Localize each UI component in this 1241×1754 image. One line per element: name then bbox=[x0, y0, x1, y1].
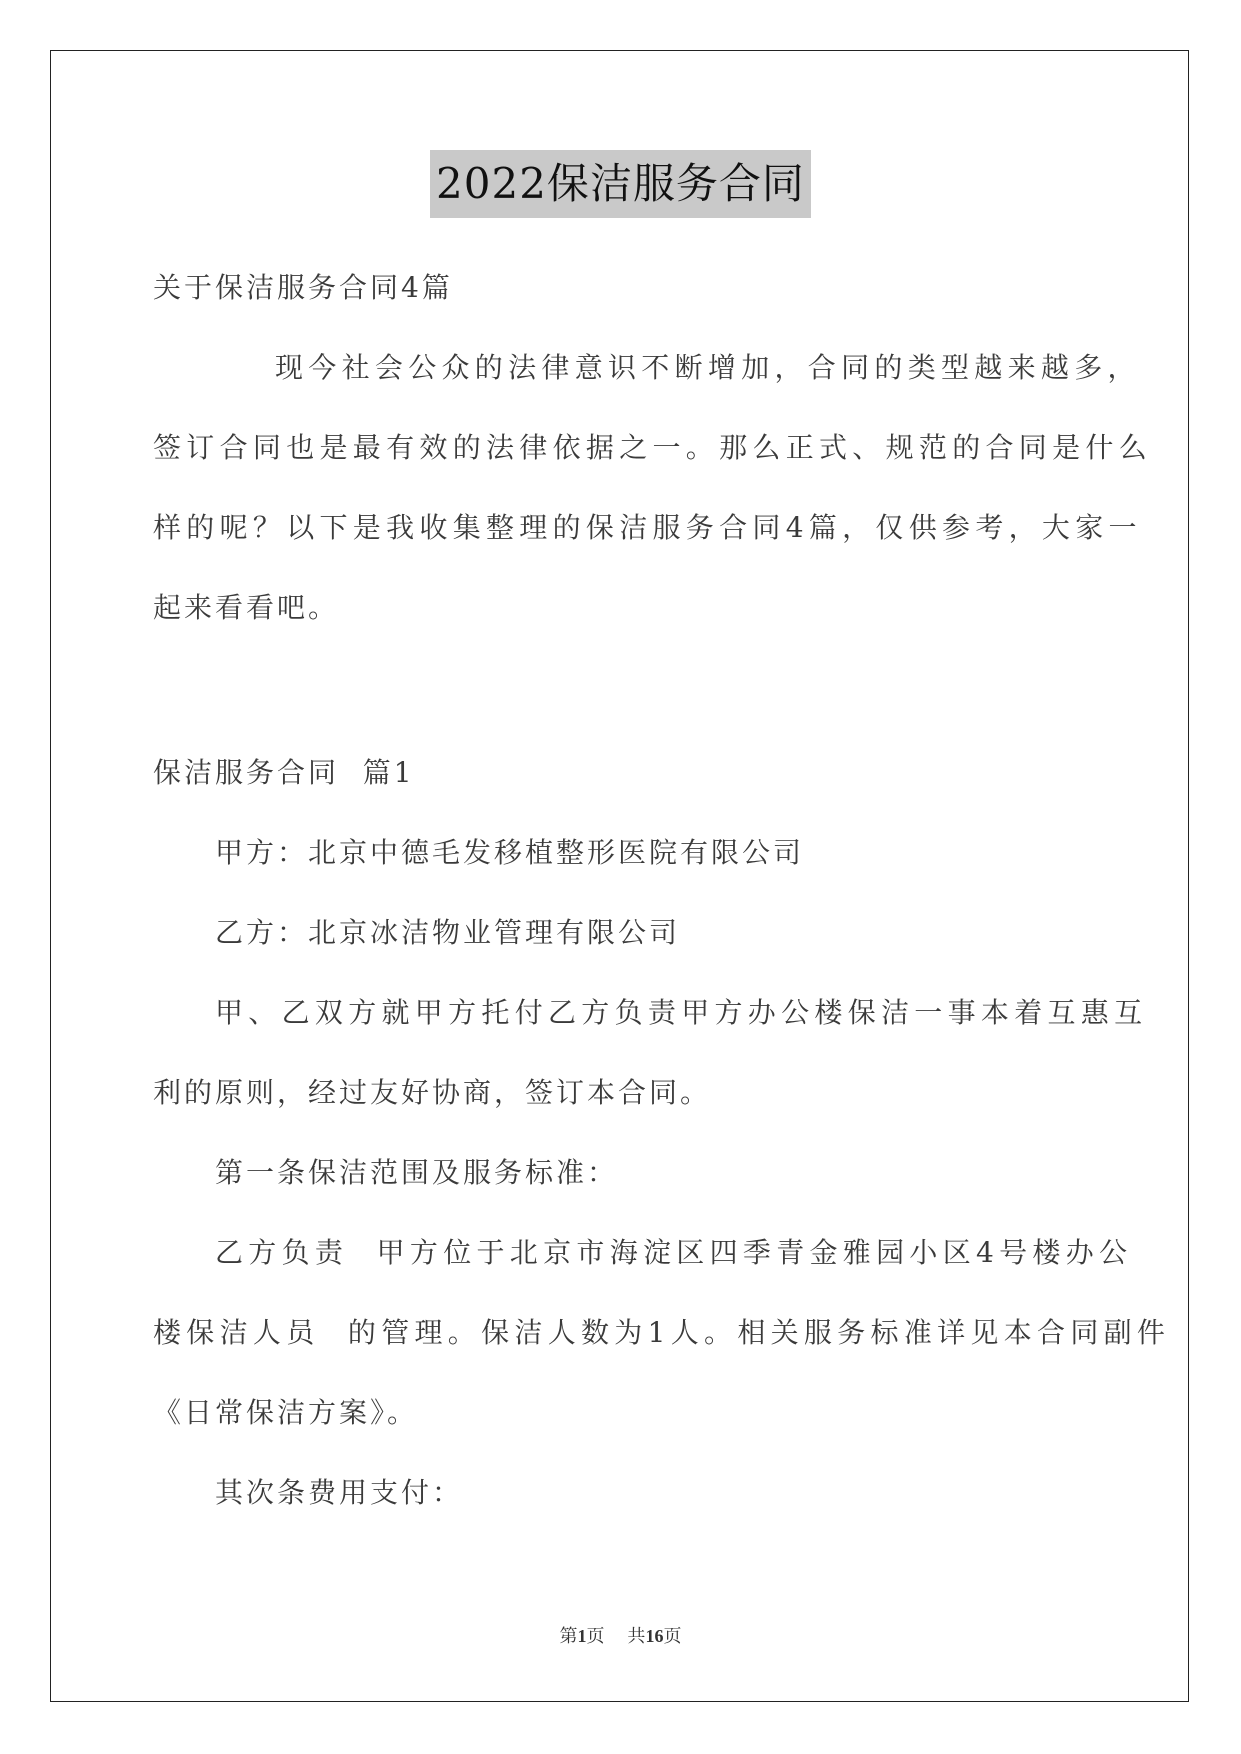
footer-prefix: 第 bbox=[559, 1626, 578, 1647]
article1-line-2: 楼保洁人员 的管理。保洁人数为1人。相关服务标准详见本合同副件 bbox=[153, 1316, 1171, 1349]
page-footer bbox=[0, 1622, 1241, 1648]
footer-total-pages: 16 bbox=[645, 1626, 664, 1646]
agreement-line-1: 甲、乙双方就甲方托付乙方负责甲方办公楼保洁一事本着互惠互 bbox=[215, 996, 1148, 1029]
intro-line-1: 现今社会公众的法律意识不断增加，合同的类型越来越多， bbox=[275, 351, 1141, 384]
footer-suffix: 页 bbox=[663, 1626, 682, 1647]
agreement-line-2: 利的原则，经过友好协商，签订本合同。 bbox=[153, 1076, 712, 1109]
footer-mid: 页 共 bbox=[586, 1626, 646, 1647]
title-container bbox=[0, 150, 1241, 218]
intro-line-2: 签订合同也是最有效的法律依据之一。那么正式、规范的合同是什么 bbox=[153, 431, 1153, 464]
party-a: 甲方：北京中德毛发移植整形医院有限公司 bbox=[215, 836, 805, 869]
footer-page-number: 1 bbox=[577, 1626, 587, 1646]
intro-line-3: 样的呢？以下是我收集整理的保洁服务合同4篇，仅供参考，大家一 bbox=[153, 511, 1142, 544]
intro-line-4: 起来看看吧。 bbox=[153, 591, 340, 624]
party-b: 乙方：北京冰洁物业管理有限公司 bbox=[215, 916, 681, 949]
document-subtitle: 关于保洁服务合同4篇 bbox=[153, 271, 453, 304]
article2-heading: 其次条费用支付： bbox=[215, 1476, 464, 1509]
article1-line-3: 《日常保洁方案》。 bbox=[153, 1396, 419, 1429]
section-heading: 保洁服务合同 篇1 bbox=[153, 756, 415, 789]
document-title: 2022保洁服务合同 bbox=[430, 150, 811, 218]
article1-line-1: 乙方负责 甲方位于北京市海淀区四季青金雅园小区4号楼办公 bbox=[215, 1236, 1133, 1269]
article1-heading: 第一条保洁范围及服务标准： bbox=[215, 1156, 619, 1189]
